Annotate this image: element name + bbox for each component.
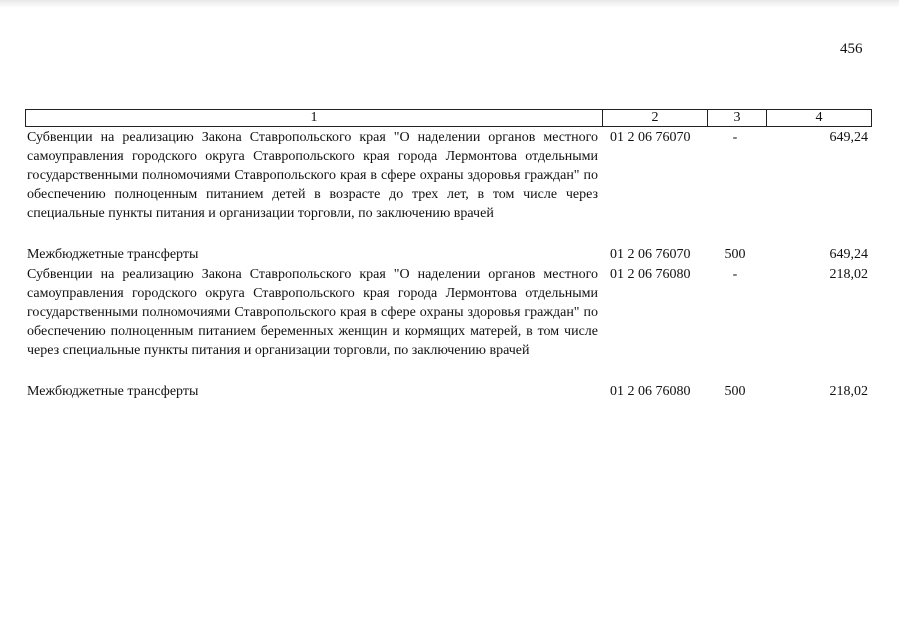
row-amount: 218,02 [829, 384, 868, 399]
row-expense-type: - [732, 267, 738, 282]
row-expense-type: - [732, 130, 738, 145]
scan-edge-shadow [0, 0, 899, 8]
column-header-row [26, 110, 872, 127]
row-target-code: 01 2 06 76070 [610, 130, 691, 145]
row-amount: 649,24 [829, 130, 868, 145]
row-expense-type: 500 [724, 384, 746, 399]
column-header-1: 1 [26, 110, 603, 127]
row-target-code: 01 2 06 76080 [610, 267, 691, 282]
row-target-code: 01 2 06 76080 [610, 384, 691, 399]
column-header-4: 4 [767, 110, 872, 127]
row-target-code: 01 2 06 76070 [610, 247, 691, 262]
column-header-3: 3 [708, 110, 767, 127]
row-amount: 218,02 [829, 267, 868, 282]
page-number: 456 [840, 41, 863, 57]
row-description: Субвенции на реализацию Закона Ставропольского края "О наделении органов местного самоуправления городского округа Ставропольского края города Лермонтова отдельными государственными полномочиями Ставропольского края в сфере охраны здоровья граждан" по обеспечению полноценным питанием беременных женщин и кормящих матерей, в том числе через специальные пункты питания и организации торговли, по заключению врачей [27, 267, 598, 358]
row-description: Субвенции на реализацию Закона Ставропольского края "О наделении органов местного самоуправления городского округа Ставропольского края города Лермонтова отдельными государственными полномочиями Ставропольского края в сфере охраны здоровья граждан" по обеспечению полноценным питанием детей в возрасте до трех лет, в том числе через специальные пункты питания и организации торговли, по заключению врачей [27, 130, 598, 221]
row-amount: 649,24 [829, 247, 868, 262]
row-description: Межбюджетные трансферты [27, 247, 199, 262]
row-description: Межбюджетные трансферты [27, 384, 199, 399]
column-header-2: 2 [603, 110, 708, 127]
column-header-table [25, 109, 872, 127]
row-expense-type: 500 [724, 247, 746, 262]
